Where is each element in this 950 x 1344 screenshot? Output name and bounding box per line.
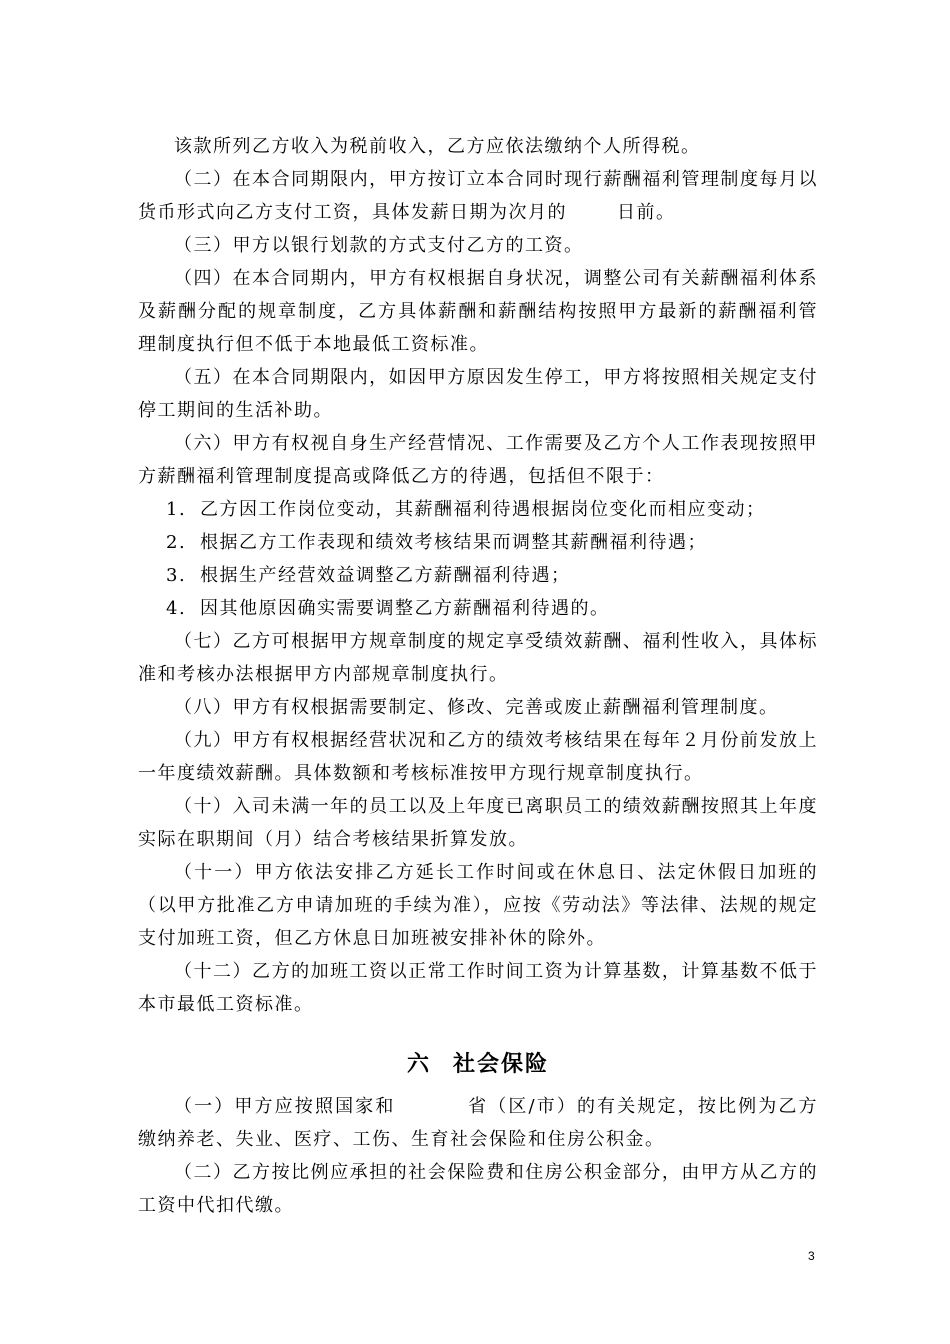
clause-12: （十二）乙方的加班工资以正常工作时间工资为计算基数，计算基数不低于本市最低工资标准。 [138, 961, 818, 1015]
clause-4: （四）在本合同期内，甲方有权根据自身状况，调整公司有关薪酬福利体系及薪酬分配的规章制度，乙方具体薪酬和薪酬结构按照甲方最新的薪酬福利管理制度执行但不低于本地最低工资标准。 [138, 268, 818, 355]
clause-2 [138, 163, 818, 229]
insurance-clause-1 [138, 1090, 818, 1156]
section-number: 六 [406, 1052, 431, 1077]
section-title: 社会保险 [453, 1052, 550, 1077]
insurance-clause-1-tail: 省（区/市）的有关规定，按比例为乙方缴纳养老、失业、医疗、工伤、生育社会保险和住房公积金。 [138, 1096, 818, 1150]
clause-5: （五）在本合同期限内，如因甲方原因发生停工，甲方将按照相关规定支付停工期间的生活补助。 [138, 367, 818, 421]
clause-7: （七）乙方可根据甲方规章制度的规定享受绩效薪酬、福利性收入，具体标准和考核办法根据甲方内部规章制度执行。 [138, 631, 818, 685]
list-item [138, 559, 818, 592]
list-item-text: 乙方因工作岗位变动，其薪酬福利待遇根据岗位变化而相应变动； [200, 499, 766, 520]
list-item-number: 4. [166, 598, 187, 619]
insurance-clause-1-text: （一）甲方应按照国家和 [174, 1096, 396, 1117]
clause-10: （十）入司未满一年的员工以及上年度已离职员工的绩效薪酬按照其上年度实际在职期间（月）结合考核结果折算发放。 [138, 796, 818, 850]
list-item [138, 526, 818, 559]
page-number: 3 [808, 1249, 815, 1263]
clause-2-text: （二）在本合同期限内，甲方按订立本合同时现行薪酬福利管理制度每月以货币形式向乙方支付工资，具体发薪日期为次月的 [138, 169, 818, 223]
clause-11: （十一）甲方依法安排乙方延长工作时间或在休息日、法定休假日加班的（以甲方批准乙方申请加班的手续为准），应按《劳动法》等法律、法规的规定支付加班工资，但乙方休息日加班被安排补休的除外。 [138, 862, 818, 949]
list-item-number: 3. [166, 565, 187, 586]
clause-2-tail: 日前。 [617, 202, 676, 223]
page-content [138, 130, 818, 1222]
insurance-clause-2: （二）乙方按比例应承担的社会保险费和住房公积金部分，由甲方从乙方的工资中代扣代缴。 [138, 1162, 818, 1216]
clause-6: （六）甲方有权视自身生产经营情况、工作需要及乙方个人工作表现按照甲方薪酬福利管理制度提高或降低乙方的待遇，包括但不限于： [138, 433, 818, 487]
list-item [138, 592, 818, 625]
list-item-number: 2. [166, 532, 187, 553]
clause-8: （八）甲方有权根据需要制定、修改、完善或废止薪酬福利管理制度。 [174, 697, 779, 718]
list-item-text: 根据生产经营效益调整乙方薪酬福利待遇； [200, 565, 571, 586]
section-heading [138, 1047, 818, 1078]
list-item-text: 因其他原因确实需要调整乙方薪酬福利待遇的。 [200, 598, 610, 619]
clause-3: （三）甲方以银行划款的方式支付乙方的工资。 [174, 235, 584, 256]
list-item-number: 1. [166, 499, 187, 520]
list-item-text: 根据乙方工作表现和绩效考核结果而调整其薪酬福利待遇； [200, 532, 707, 553]
list-item [138, 493, 818, 526]
clause-9: （九）甲方有权根据经营状况和乙方的绩效考核结果在每年２月份前发放上一年度绩效薪酬。具体数额和考核标准按甲方现行规章制度执行。 [138, 730, 818, 784]
paragraph-tax-note: 该款所列乙方收入为税前收入，乙方应依法缴纳个人所得税。 [174, 136, 701, 157]
